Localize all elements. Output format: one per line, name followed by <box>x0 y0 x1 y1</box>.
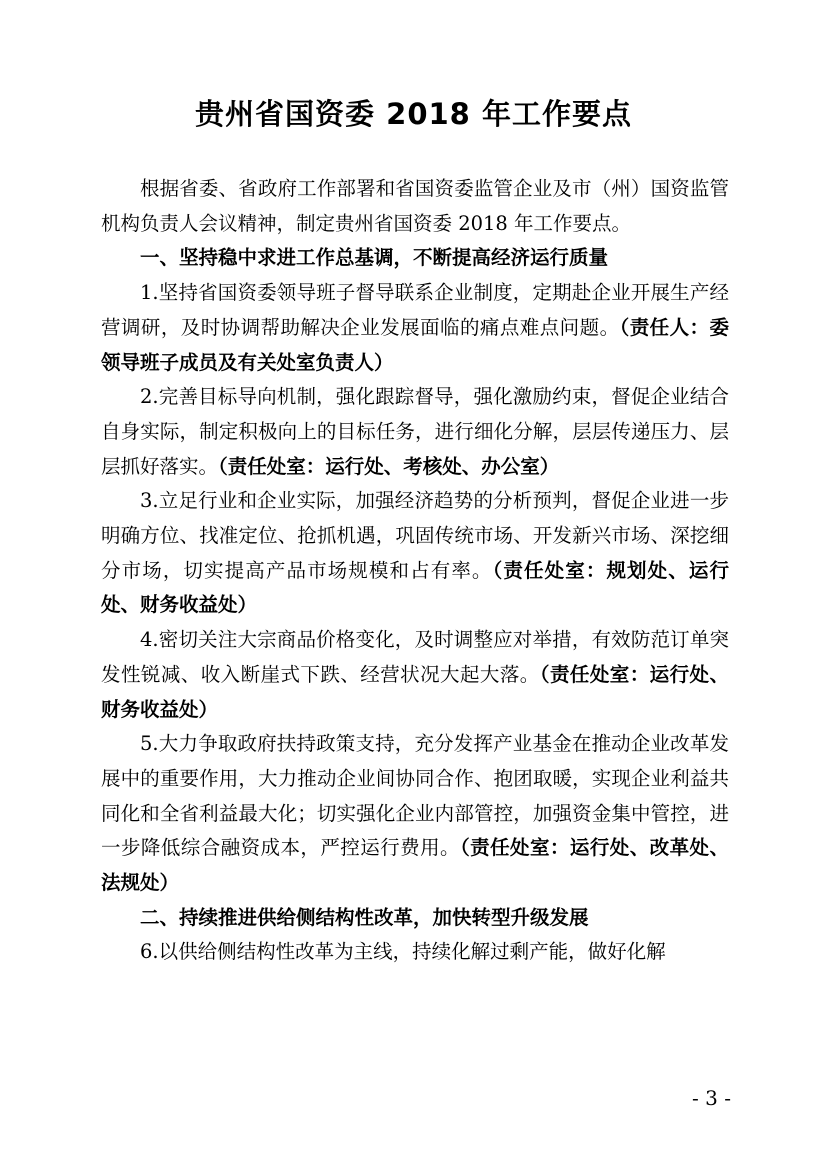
item-text: 2.完善目标导向机制，强化跟踪督导，强化激励约束，督促企业结合自身实际，制定积极向上的目标任务，进行细化分解，层层传递压力、层层抓好落实。 <box>101 385 729 478</box>
item-paragraph-3 <box>101 484 729 623</box>
item-text: 4.密切关注大宗商品价格变化，及时调整应对举措，有效防范订单突发性锐减、收入断崖式下跌、经营状况大起大落。 <box>101 628 729 686</box>
section-heading-2: 二、持续推进供给侧结构性改革，加快转型升级发展 <box>140 905 589 929</box>
item-paragraph-6: 6.以供给侧结构性改革为主线，持续化解过剩产能，做好化解 <box>140 940 666 964</box>
responsibility-note: （责任处室：运行处、改革处、法规处） <box>101 836 729 895</box>
responsibility-note: （责任处室：规划处、运行处、财务收益处） <box>101 558 729 617</box>
responsibility-note: （责任人：委领导班子成员及有关处室负责人） <box>101 315 729 374</box>
item-text: 5.大力争取政府扶持政策支持，充分发挥产业基金在推动企业改革发展中的重要作用，大力推动企业间协同合作、抱团取暖，实现企业利益共同化和全省利益最大化；切实强化企业内部管控，加强资金集中管控，进一步降低综合融资成本，严控运行费用。 <box>101 732 729 860</box>
section-heading-1: 一、坚持稳中求进工作总基调，不断提高经济运行质量 <box>140 246 609 270</box>
responsibility-note: （责任处室：运行处、考核处、办公室） <box>218 454 560 478</box>
intro-paragraph: 根据省委、省政府工作部署和省国资委监管企业及市（州）国资监管机构负责人会议精神，制定贵州省国资委 2018 年工作要点。 <box>101 177 729 235</box>
responsibility-note: （责任处室：运行处、财务收益处） <box>101 662 729 721</box>
item-paragraph-2 <box>101 380 729 484</box>
item-paragraph-1 <box>101 276 729 380</box>
page-number: - 3 - <box>692 1086 731 1110</box>
item-text: 3.立足行业和企业实际，加强经济趋势的分析预判，督促企业进一步明确方位、找准定位、抢抓机遇，巩固传统市场、开发新兴市场、深挖细分市场，切实提高产品市场规模和占有率。 <box>101 489 729 582</box>
item-paragraph-5 <box>101 727 729 901</box>
item-text: 1.坚持省国资委领导班子督导联系企业制度，定期赴企业开展生产经营调研，及时协调帮助解决企业发展面临的痛点难点问题。 <box>101 281 729 339</box>
document-body <box>101 172 729 970</box>
document-title: 贵州省国资委 2018 年工作要点 <box>195 97 632 131</box>
item-paragraph-4 <box>101 623 729 727</box>
